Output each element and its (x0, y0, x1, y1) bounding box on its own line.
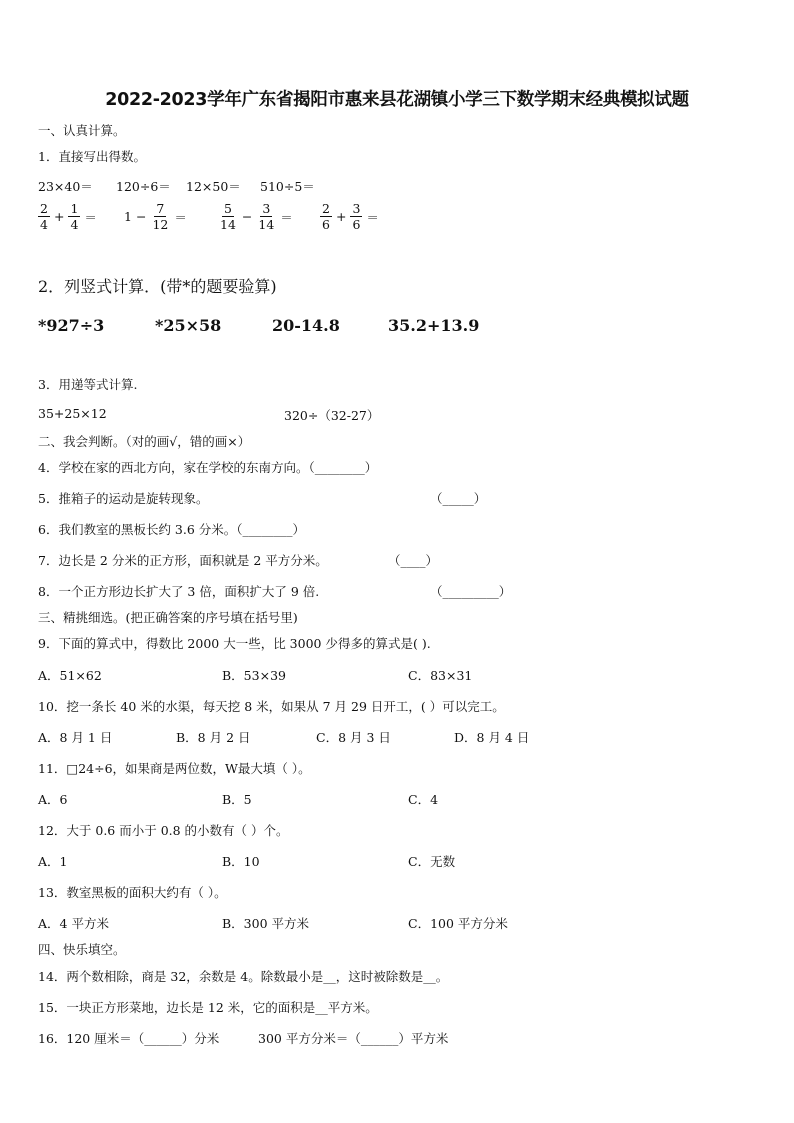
q6-text: 6．我们教室的黑板长约 3.6 分米。（________） (38, 522, 306, 537)
q12-option-a: A．1 (38, 854, 68, 869)
numerator: 3 (352, 201, 361, 216)
q10-option-b: B．8 月 2 日 (176, 730, 251, 745)
equals-sign: ＝ (84, 209, 97, 225)
q2-item-4: 35.2+13.9 (388, 316, 480, 335)
q9-text: 9．下面的算式中，得数比 2000 大一些，比 3000 少得多的算式是( ). (38, 636, 431, 651)
q13-text: 13．教室黑板的面积大约有（ ）。 (38, 885, 227, 900)
q13-option-c: C．100 平方分米 (408, 916, 508, 931)
q7-answer-blank: （____） (388, 553, 439, 568)
q10-option-c: C．8 月 3 日 (316, 730, 391, 745)
q4-answer-blank: （________） (308, 460, 378, 475)
q9-option-c: C．83×31 (408, 668, 473, 683)
denominator: 4 (40, 217, 48, 233)
denominator: 4 (70, 217, 79, 233)
denominator: 12 (152, 217, 169, 233)
numerator: 5 (223, 201, 232, 216)
numerator: 1 (70, 201, 79, 216)
denominator: 14 (220, 217, 236, 233)
operator: − (135, 209, 147, 225)
q13-option-b: B．300 平方米 (222, 916, 310, 931)
q4-text: 4．学校在家的西北方向，家在学校的东南方向。 (38, 460, 309, 475)
q8-answer-blank: （_________） (430, 584, 512, 599)
numerator: 7 (156, 201, 165, 216)
whole-number: 1 (124, 209, 132, 225)
q13-option-a: A．4 平方米 (38, 916, 109, 931)
numerator: 3 (262, 201, 271, 216)
denominator: 6 (352, 217, 361, 233)
q10-text: 10．挖一条长 40 米的水渠，每天挖 8 米，如果从 7 月 29 日开工，( ）可以完工。 (38, 699, 505, 714)
question-1-label: 1．直接写出得数。 (38, 149, 146, 164)
question-4 (38, 458, 377, 476)
q5-answer-blank: （_____） (430, 491, 487, 506)
q12-option-b: B．10 (222, 854, 260, 869)
operator: + (335, 209, 347, 225)
q11-option-c: C．4 (408, 792, 439, 807)
section-3-heading: 三、精挑细选。(把正确答案的序号填在括号里) (38, 610, 298, 625)
section-2-heading: 二、我会判断。（对的画√，错的画×） (38, 434, 251, 449)
q1-fraction-1 (36, 202, 99, 231)
q1-fraction-2 (122, 202, 189, 231)
q1-fraction-3 (216, 202, 295, 231)
numerator: 2 (322, 201, 330, 216)
q10-option-a: A．8 月 1 日 (38, 730, 113, 745)
denominator: 14 (258, 217, 275, 233)
q11-option-b: B．5 (222, 792, 252, 807)
q1-item-4: 510÷5＝ (260, 179, 315, 194)
q1-item-2: 120÷6＝ (116, 179, 171, 194)
equals-sign: ＝ (280, 209, 293, 225)
equals-sign: ＝ (366, 209, 379, 225)
q16-part-1: 16．120 厘米＝（______）分米 (38, 1031, 220, 1046)
q12-option-c: C．无数 (408, 854, 456, 869)
q12-text: 12．大于 0.6 而小于 0.8 的小数有（ ）个。 (38, 823, 289, 838)
question-2-label: 2．列竖式计算．(带*的题要验算) (38, 277, 277, 296)
q14-text: 14．两个数相除，商是 32，余数是 4。除数最小是__，这时被除数是__。 (38, 969, 449, 984)
q11-text: 11．□24÷6，如果商是两位数，W最大填（ ）。 (38, 761, 311, 776)
denominator: 6 (322, 217, 330, 233)
q1-item-3: 12×50＝ (186, 179, 241, 194)
q1-item-1: 23×40＝ (38, 179, 93, 194)
q9-option-b: B．53×39 (222, 668, 286, 683)
q9-option-a: A．51×62 (38, 668, 102, 683)
numerator: 2 (40, 201, 48, 216)
q2-item-2: *25×58 (155, 316, 222, 335)
operator: − (241, 209, 253, 225)
q8-text: 8．一个正方形边长扩大了 3 倍，面积扩大了 9 倍. (38, 584, 320, 599)
q11-option-a: A．6 (38, 792, 68, 807)
operator: + (53, 209, 65, 225)
question-3-label: 3．用递等式计算. (38, 377, 138, 392)
q1-fraction-4 (318, 202, 381, 231)
q3-item-2: 320÷（32-27） (284, 408, 380, 423)
q2-item-3: 20-14.8 (272, 316, 340, 335)
equals-sign: ＝ (174, 209, 187, 225)
q10-option-d: D．8 月 4 日 (454, 730, 530, 745)
q2-item-1: *927÷3 (38, 316, 105, 335)
section-4-heading: 四、快乐填空。 (38, 942, 126, 957)
q7-text: 7．边长是 2 分米的正方形，面积就是 2 平方分米。 (38, 553, 328, 568)
page-title: 2022-2023学年广东省揭阳市惠来县花湖镇小学三下数学期末经典模拟试题 (105, 90, 689, 110)
section-1-heading: 一、认真计算。 (38, 123, 126, 138)
q15-text: 15．一块正方形菜地，边长是 12 米，它的面积是__平方米。 (38, 1000, 378, 1015)
q3-item-1: 35+25×12 (38, 406, 107, 421)
q5-text: 5．推箱子的运动是旋转现象。 (38, 491, 209, 506)
q16-part-2: 300 平方分米＝（______）平方米 (258, 1031, 449, 1046)
